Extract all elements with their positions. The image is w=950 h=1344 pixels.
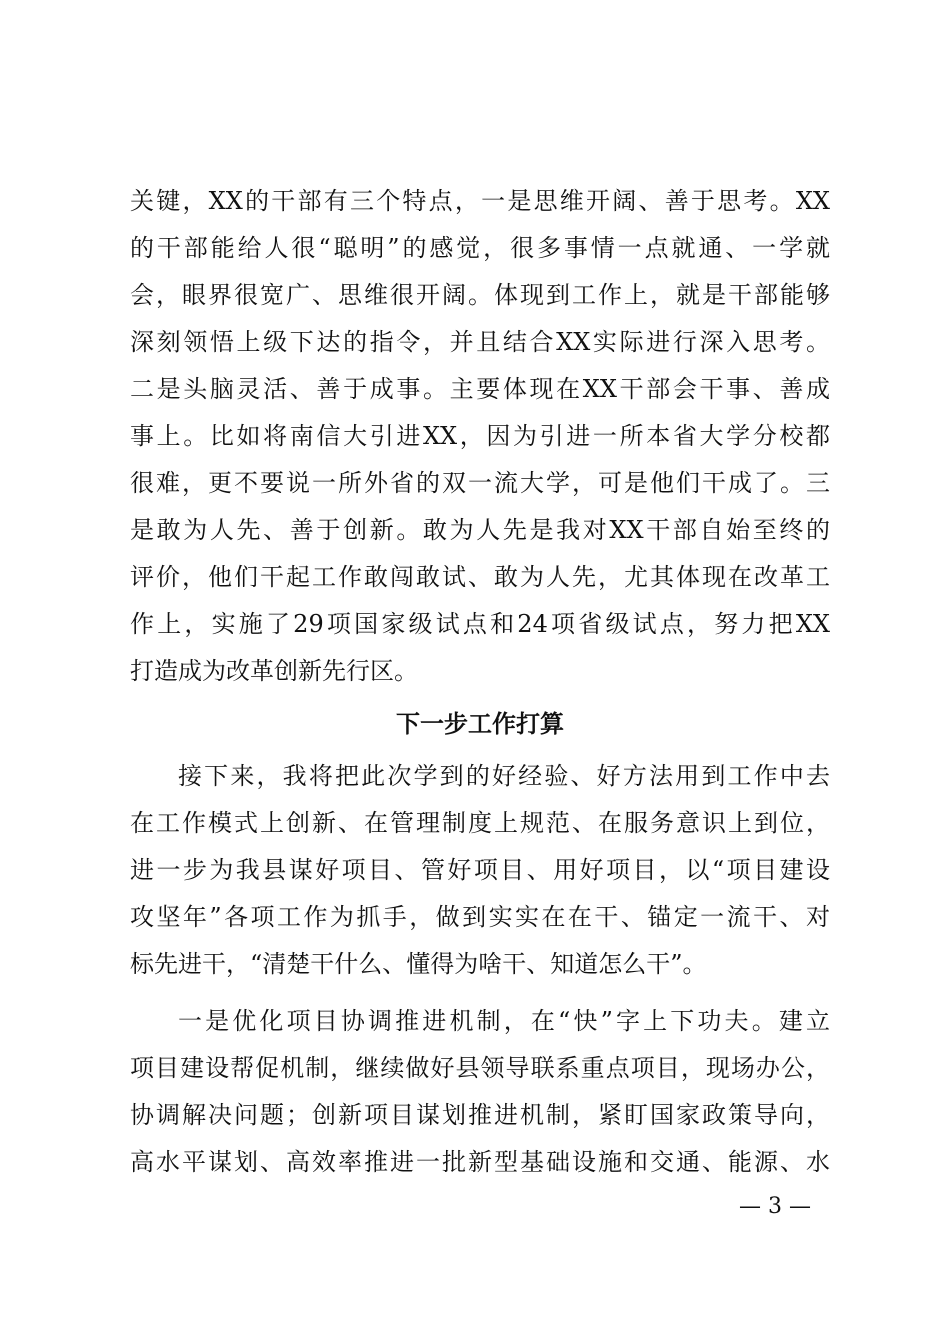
text-line: 事上。比如将南信大引进XX，因为引进一所本省大学分校都 (130, 422, 830, 450)
text-line: 关键，XX的干部有三个特点，一是思维开阔、善于思考。XX (130, 187, 830, 215)
paragraph-cadre-traits (130, 178, 830, 695)
paragraph-next-steps (130, 753, 830, 988)
text-line: 打造成为改革创新先行区。 (130, 657, 418, 685)
text-line: 二是头脑灵活、善于成事。主要体现在XX干部会干事、善成 (130, 375, 830, 403)
text-line: 很难，更不要说一所外省的双一流大学，可是他们干成了。三 (130, 469, 830, 497)
text-line: 深刻领悟上级下达的指令，并且结合XX实际进行深入思考。 (130, 328, 830, 356)
text-line: 接下来，我将把此次学到的好经验、好方法用到工作中去 (178, 762, 830, 790)
document-body (130, 178, 830, 1186)
paragraph-coordination-mechanism (130, 998, 830, 1186)
text-line: 一是优化项目协调推进机制，在“快”字上下功夫。建立 (178, 1007, 830, 1035)
text-line: 高水平谋划、高效率推进一批新型基础设施和交通、能源、水 (130, 1148, 830, 1176)
text-line: 是敢为人先、善于创新。敢为人先是我对XX干部自始至终的 (130, 516, 830, 544)
text-line: 的干部能给人很“聪明”的感觉，很多事情一点就通、一学就 (130, 234, 830, 262)
text-line: 作上，实施了29项国家级试点和24项省级试点，努力把XX (130, 610, 830, 638)
paragraph-spacer (130, 988, 830, 998)
text-line: 会，眼界很宽广、思维很开阔。体现到工作上，就是干部能够 (130, 281, 830, 309)
text-line: 标先进干，“清楚干什么、懂得为啥干、知道怎么干”。 (130, 950, 707, 978)
page-number: — 3 — (739, 1194, 811, 1219)
section-heading: 下一步工作打算 (396, 709, 564, 738)
text-line: 进一步为我县谋好项目、管好项目、用好项目，以“项目建设 (130, 856, 830, 884)
text-line: 项目建设帮促机制，继续做好县领导联系重点项目，现场办公， (130, 1054, 830, 1082)
text-line: 评价，他们干起工作敢闯敢试、敢为人先，尤其体现在改革工 (130, 563, 830, 591)
text-line: 协调解决问题；创新项目谋划推进机制，紧盯国家政策导向， (130, 1101, 830, 1129)
text-line: 攻坚年”各项工作为抓手，做到实实在在干、锚定一流干、对 (130, 903, 830, 931)
text-line: 在工作模式上创新、在管理制度上规范、在服务意识上到位， (130, 809, 830, 837)
